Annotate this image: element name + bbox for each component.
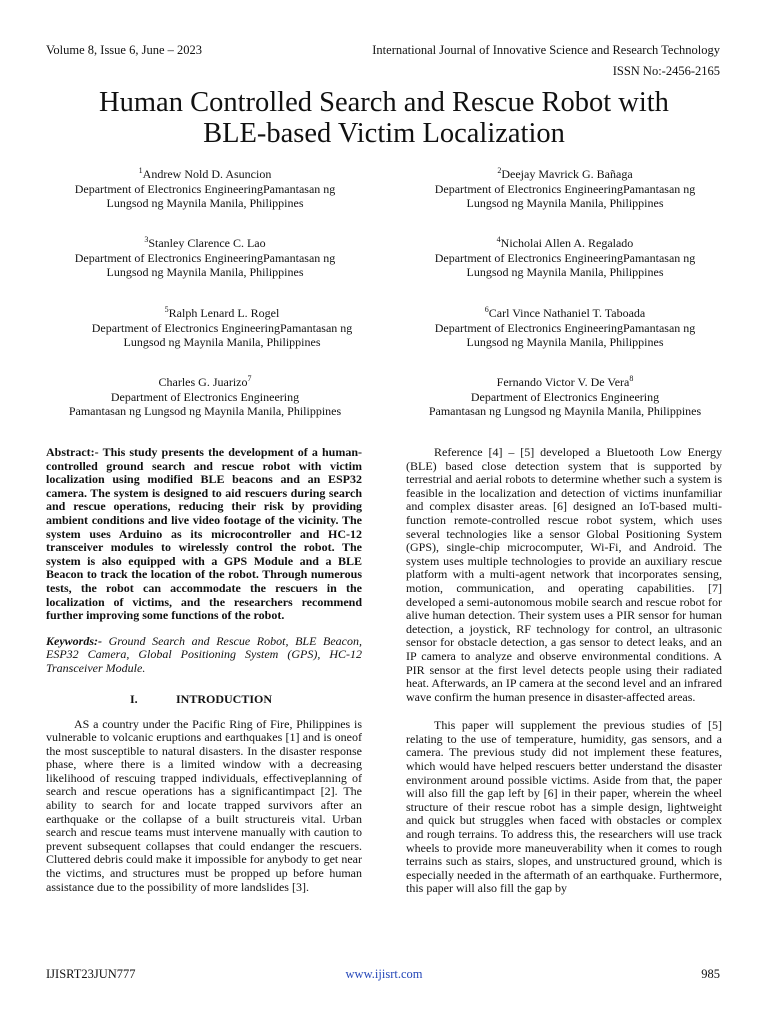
keywords-text: Ground Search and Rescue Robot, BLE Beacon, ESP32 Camera, Global Positioning System (GPS), HC-12 Transceiver Module. xyxy=(46,633,362,675)
title-line-1: Human Controlled Search and Rescue Robot with xyxy=(99,87,669,118)
section-title: INTRODUCTION xyxy=(176,691,273,706)
author-block-5 xyxy=(52,306,392,350)
author-affil-1: Department of Electronics EngineeringPamantasan ng xyxy=(434,320,696,335)
author-name: Fernando Victor V. De Vera$^8$ xyxy=(496,374,634,389)
intro-paragraph-1: AS a country under the Pacific Ring of Fire, Philippines is vulnerable to volcanic eruptions and earthquakes [1] and is oneof the most susceptible to natural disasters. In the disaster response phase, where there is a limited window with a decreasing likelihood of rescuing trapped individuals, effectiveplanning of search and rescue operations has a significantimpact [2]. The ability to search for and locate trapped survivors after an earthquake or the collapse of a built structureis vital. Urban search and rescue teams must intervene manually with caution to prevent subsequent collapses that could endanger the rescuers. Cluttered debris could make it impossible for anybody to get near the victims, and structures must be propped up before human assistance due to the possibility of more landslides [3]. xyxy=(46,716,362,894)
author-block-8 xyxy=(395,375,735,419)
author-block-1 xyxy=(35,167,375,211)
author-block-2 xyxy=(395,167,735,211)
right-column xyxy=(406,446,722,896)
author-name: Charles G. Juarizo$^7$ xyxy=(158,374,252,389)
author-affil-1: Department of Electronics Engineering xyxy=(110,389,300,404)
author-affil-1: Department of Electronics EngineeringPamantasan ng xyxy=(434,181,696,196)
author-affil-2: Lungsod ng Maynila Manila, Philippines xyxy=(106,265,304,279)
title-line-2: BLE-based Victim Localization xyxy=(203,118,565,149)
author-affil-2: Lungsod ng Maynila Manila, Philippines xyxy=(466,335,664,349)
author-affil-2: Pamantasan ng Lungsod ng Maynila Manila, Philippines xyxy=(428,404,702,418)
author-affil-2: Pamantasan ng Lungsod ng Maynila Manila, Philippines xyxy=(68,404,342,418)
paper-id: IJISRT23JUN777 xyxy=(46,967,136,981)
author-affil-1: Department of Electronics Engineering xyxy=(470,389,660,404)
volume-info: Volume 8, Issue 6, June – 2023 xyxy=(46,43,203,57)
author-affil-1: Department of Electronics EngineeringPamantasan ng xyxy=(434,250,696,265)
author-affil-1: Department of Electronics EngineeringPamantasan ng xyxy=(74,181,336,196)
keywords-label: Keywords:- xyxy=(46,633,102,648)
left-column xyxy=(46,446,362,894)
author-affil-2: Lungsod ng Maynila Manila, Philippines xyxy=(466,265,664,279)
author-block-3 xyxy=(35,236,375,280)
author-block-7 xyxy=(35,375,375,419)
right-paragraph-1: Reference [4] – [5] developed a Bluetooth Low Energy (BLE) based close detection system that is supported by terrestrial and aerial robots to determine whether such a system is feasible in the localization and detection of victims inunfamiliar and complex disaster areas. [6] designed an IoT-based multi-function remote-controlled rescue robot system, which uses several technologies like a sensor Global Positioning System (GPS), single-chip microcomputer, Wi-Fi, and Android. The system uses multiple technologies to provide an auxiliary rescue platform with a multi-agent network that incorporates sensing, motion, communication, and operating capabilities. [7] developed a semi-autonomous mobile search and rescue robot for alive human detection. Their system uses a PIR sensor for human detection, a joystick, RF technology for control, an ultrasonic sensor for obstacle detection, a gas sensor to detect leaks, and an IP camera to analyze and observe environmental conditions. A PIR sensor at the first level detects people using their radiated heat. Afterwards, an IP camera at the second level and an infrared wave confirm the human presence in disaster-affected areas. xyxy=(406,445,722,704)
abstract: Abstract:- This study presents the development of a human- controlled ground search and rescue robot with victim localization using modified BLE beacons and an ESP32 camera. The system is designed to aid rescuers during search and rescue operations, reducing their risk by providing ambient conditions and live video footage of the vicinity. The system uses Arduino as its microcontroller and HC-12 transceiver modules to wirelessly control the robot. The system is also equipped with a GPS Module and a BLE Beacon to track the location of the robot. Through numerous tests, the robot can accommodate the rescuers in the localization of victims, and the researchers recommend further improving some functions of the robot. xyxy=(46,445,362,623)
author-name: $^3$Stanley Clarence C. Lao xyxy=(144,235,266,250)
section-heading xyxy=(46,692,362,706)
author-name: $^2$Deejay Mavrick G. Bañaga xyxy=(497,166,633,181)
author-affil-1: Department of Electronics EngineeringPamantasan ng xyxy=(74,250,336,265)
author-block-4 xyxy=(395,236,735,280)
author-affil-1: Department of Electronics EngineeringPamantasan ng xyxy=(91,320,353,335)
author-name: $^1$Andrew Nold D. Asuncion xyxy=(138,166,272,181)
paper-title xyxy=(40,87,728,149)
author-affil-2: Lungsod ng Maynila Manila, Philippines xyxy=(106,196,304,210)
journal-name: International Journal of Innovative Science and Research Technology xyxy=(372,43,720,57)
right-paragraph-2: This paper will supplement the previous studies of [5] relating to the use of temperature, humidity, gas sensors, and a camera. The previous study did not implement these features, which would have helped rescuers better understand the disaster environment around possible victims. Aside from that, the paper will also fill the gap left by [6] in their paper, wherein the wheel structure of their rescue robot has a simple design, lightweight and quick but struggles when faced with obstacles or complex and rough terrains. To address this, the researchers will use track wheels to provide more maneuverability when it comes to rough terrains such as stairs, slopes, and unstructured ground, which is especially needed in the aftermath of an earthquake. Furthermore, this paper will also fill the gap by xyxy=(406,718,722,896)
author-name: $^4$Nicholai Allen A. Regalado xyxy=(496,235,634,250)
section-number: I. xyxy=(130,691,138,706)
author-affil-2: Lungsod ng Maynila Manila, Philippines xyxy=(123,335,321,349)
keywords xyxy=(46,635,362,676)
author-name: $^6$Carl Vince Nathaniel T. Taboada xyxy=(484,305,646,320)
author-affil-2: Lungsod ng Maynila Manila, Philippines xyxy=(466,196,664,210)
page-number: 985 xyxy=(701,967,720,981)
journal-website-link[interactable]: www.ijisrt.com xyxy=(345,967,423,981)
author-block-6 xyxy=(395,306,735,350)
author-name: $^5$Ralph Lenard L. Rogel xyxy=(164,305,280,320)
issn: ISSN No:-2456-2165 xyxy=(612,64,720,78)
